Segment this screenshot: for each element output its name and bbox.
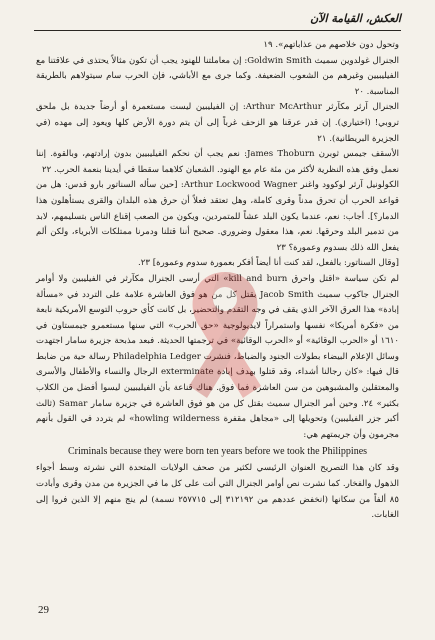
paragraph-7: لم تكن سياسة «اقتل واحرق kill and burn» التي أرسى الجنرال مكآرثر في الفيليبين ولا أوامر الجنرال جاكوب سميث Jacob Smith بقتل كل من هو فوق العاشرة علامة على التردد في «مسألة إبادة» هذا العرق الآخر الذي يقف في وجه التقدم والتحضير، بل كانت كأي حروب التوسع الأمريكية نابعة من «فكرة أمريكا» نفسها واستمراراً لايديولوجية «حق الحرب» التي سنها مستعمرو جيمستاون في ١٦١٠ أو «الحرب الوقائية» أو «الحرب الوقائية» في ترجمتها الحديثة. فبعد مذبحة جزيرة سامار اجتهدت وسائل الإعلام البيضاء بطولات الجنود والضباط، فنشرت Philadelphia Ledger رسالة حية من ضابط قال فيها: «كان رجالنا أشداء، وقد قتلوا بهدف إبادة exterminate الرجال والنساء والأطفال والأسرى والمعتقلين والمشبوهين من سن العاشرة فما فوق. هناك قناعة بأن الفيليبيين ليسوا أفضل من الكلاب بكثير» ٢٤. وحين أمر الجنرال سميث بقتل كل من هو فوق العاشرة في جزيرة سامار Samar (ثالث أكبر جزر الفيليبين) وتحويلها إلى «مجاهل مقفرة howling wilderness» لم يتردد في القول بأنهم مجرمون وأن جريمتهم هي:	[36, 273, 399, 440]
paragraph-2: الجنرال غولدوين سميث Goldwin Smith: إن معاملتنا للهنود يجب أن تكون مثالاً يحتذى في علاقتنا مع الفيليبيين وغيرهم من الشعوب الضعيفة. وكما جرى مع الأباشي، فإن الحرب سام سيتولاهم بالطريقة المناسبة. ٢٠	[36, 55, 400, 97]
paragraph-4: الأسقف جيمس ثوبرن James Thoburn: نعم يجب أن نحكم الفيليبيين بدون إرادتهم، وبالقوة. إننا نعمل وفق هذه النظرية لأكثر من مئة عام مع الهنود. الشعبان كلاهما سقطا في أيدينا بنعمة الحرب. ٢٢	[36, 149, 399, 175]
running-header	[34, 12, 401, 25]
closing-paragraph: وقد كان هذا التصريح العنوان الرئيسي لكثير من صحف الولايات المتحدة التي نشرته وسط أجواء الذهول والفخار. كما نشرت نص أوامر الجنرال التي أتت على كل ما في الجزيرة من مدن وقرى وأبادت ٨٥ ألفاً من سكانها (انخفض عددهم من ٣١٢١٩٢ إلى ٢٥٧٧١٥ نسمة) لم ينج منهم إلا الذين فروا إلى الغابات.	[36, 463, 399, 521]
header-rule	[34, 30, 401, 31]
english-quote: Criminals because they were born ten years before we took the Philippines	[67, 446, 368, 458]
page-number: 29	[38, 604, 49, 616]
body-text	[36, 38, 399, 524]
paragraph-1: وتحول دون خلاصهم من عذاباتهم». ١٩	[263, 40, 399, 50]
paragraph-6: [وقال السناتور: بالفعل، لقد كنت أنا أيضاً أفكر بعمورة سدوم وعمورة] ٢٣.	[138, 258, 399, 269]
paragraph-5: الكولونيل آرثر لوكوود واغنر Arthur Lockwood Wagner: [حين سأله السناتور بارو قدس: هل من قواعد الحرب أن تحرق مدناً وقرى كاملة، وهل تعتقد فعلاً أن حرق هذه البلدان والقرى يستأهلون هذا الدمار؟]. أجاب: نعم، عندما يكون البلد عشاً للمتمردين، ويكون من الصعب إقناع الناس بتسليمهم، لابد من تدمير البلد وحرقها. نعم، هذا معقول وضروري. صحيح أننا قتلنا ودمرنا ممتلكات الأبرياء، ولكن ألم يفعل الله ذلك بسدوم وعمورة؟ ٢٣	[36, 180, 399, 253]
running-title: العكش، القيامة الآن	[310, 12, 401, 25]
paragraph-3: الجنرال آرثر مكآرثر Arthur McArthur: إن الفيليبين ليست مستعمرة أو أرضاً جديدة بل ملحق تروبي! (اختياري). إن قدر عرقنا هو الزحف غرباً إلى أن يتم دورة الأرض كلها ويعود إلى مهده (في الجزيرة البريطانية). ٢١	[36, 102, 399, 144]
